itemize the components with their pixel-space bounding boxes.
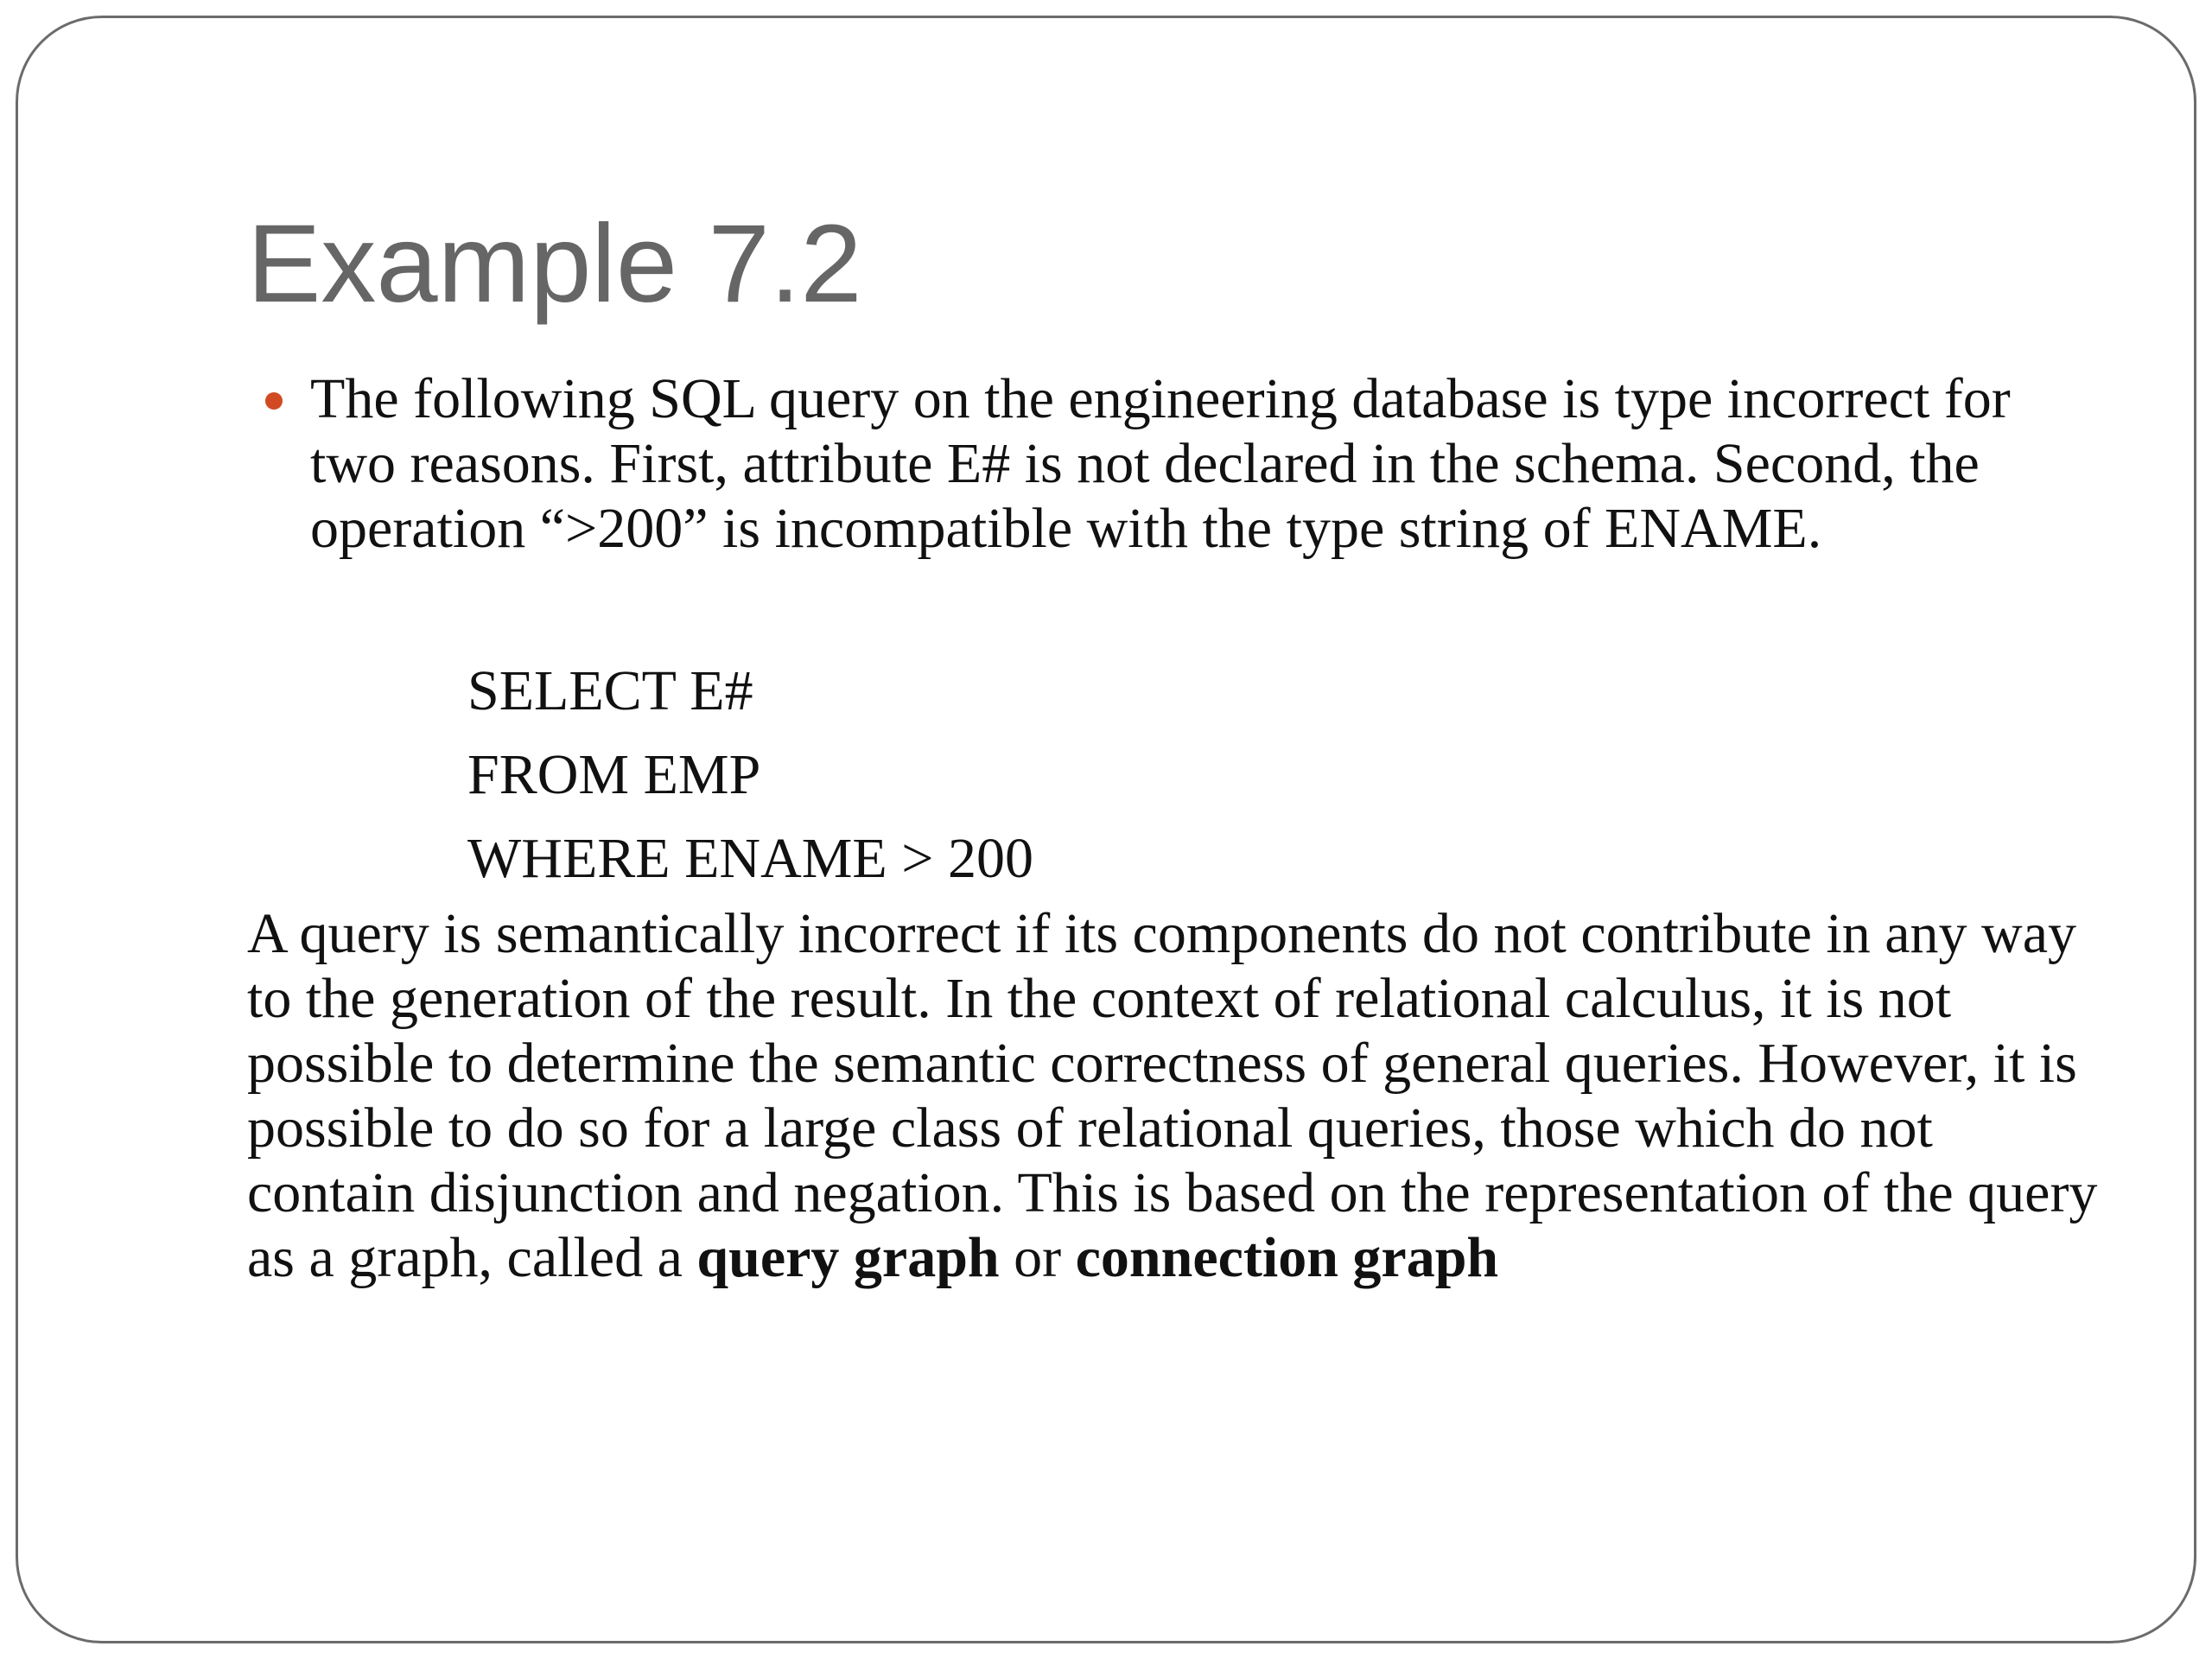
term-connection-graph: connection graph [1075,1226,1499,1289]
sql-query-block [467,649,1033,900]
bullet-dot-icon [265,392,283,410]
bullet-item [310,366,2107,561]
sql-line-where: WHERE ENAME > 200 [467,827,1033,890]
sql-line-select: SELECT E# [467,659,753,722]
slide [16,16,2196,1643]
slide-title: Example 7.2 [247,202,862,326]
sql-line-from: FROM EMP [467,743,761,806]
body-paragraph [247,901,2105,1290]
paragraph-connector: or [999,1226,1076,1289]
term-query-graph: query graph [696,1226,1000,1289]
paragraph-text: A query is semantically incorrect if its components do not contribute in any way to the generation of the result. In the context of relational calculus, it is not possible to determine the semantic correctness of general queries. However, it is possible to do so for a large class of relational queries, those which do not contain disjunction and negation. This is based on the representation of the query as a graph, called a [247,902,2098,1289]
bullet-text: The following SQL query on the engineering database is type incorrect for two reasons. First, attribute E# is not declared in the schema. Second, the operation “>200” is incompatible with the type string of ENAME. [310,367,2011,560]
